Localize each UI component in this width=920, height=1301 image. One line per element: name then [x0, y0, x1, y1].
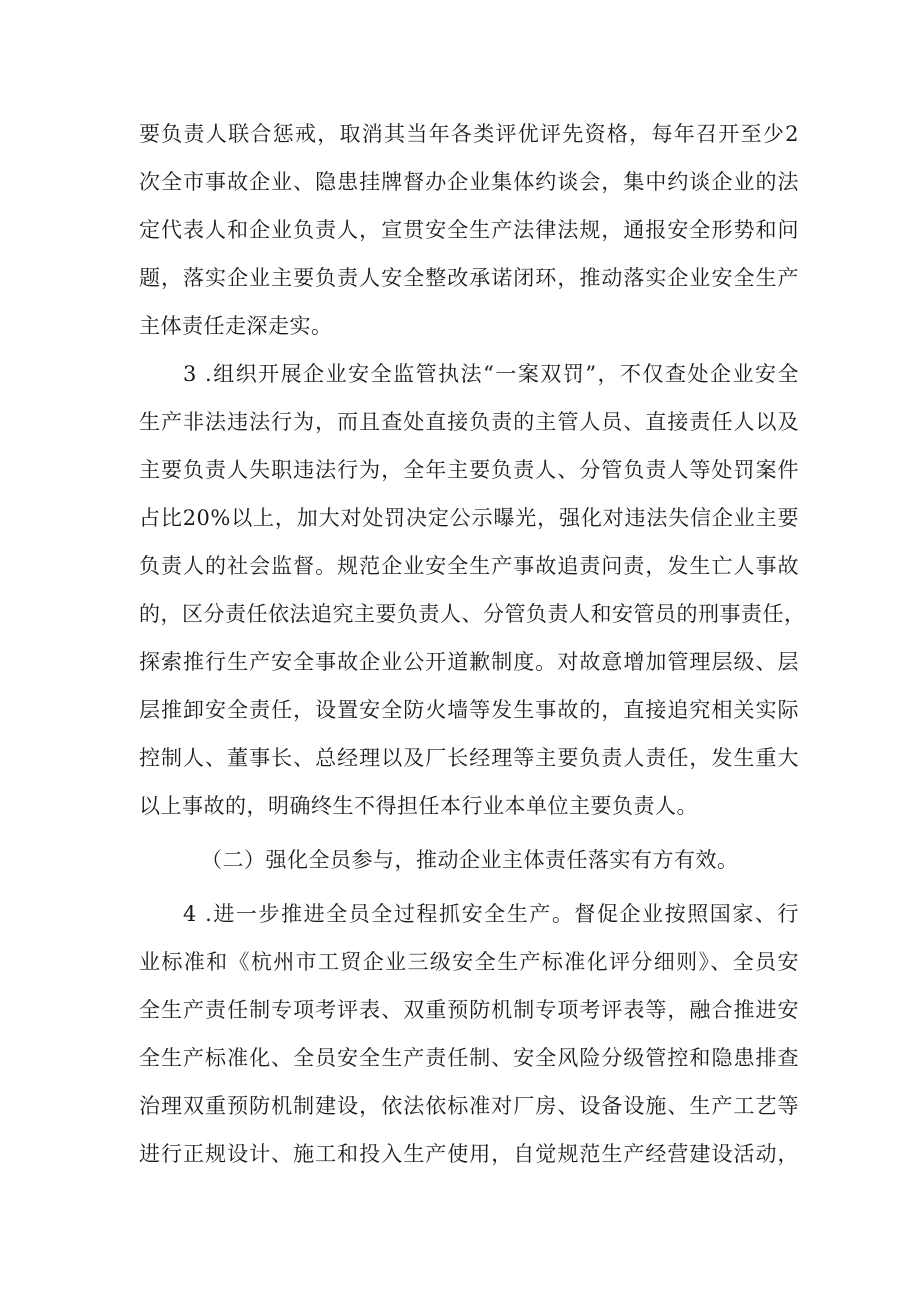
- text-line: 主要负责人失职违法行为，全年主要负责人、分管负责人等处罚案件: [139, 458, 799, 482]
- text-line: （二）强化全员参与，推动企业主体责任落实有方有效。: [201, 848, 739, 872]
- text-line: 治理双重预防机制建设，依法依标准对厂房、设备设施、生产工艺等: [139, 1094, 799, 1118]
- text-line: 控制人、董事长、总经理以及厂长经理等主要负责人责任，发生重大: [139, 746, 799, 770]
- text-line: 占比20%以上，加大对处罚决定公示曝光，强化对违法失信企业主要: [139, 506, 799, 530]
- text-line: 4 .进一步推进全员全过程抓安全生产。督促企业按照国家、行: [183, 902, 799, 926]
- text-line: 全生产责任制专项考评表、双重预防机制专项考评表等，融合推进安: [139, 998, 799, 1022]
- text-line: 生产非法违法行为，而且查处直接负责的主管人员、直接责任人以及: [139, 410, 799, 434]
- text-line: 3 .组织开展企业安全监管执法“一案双罚”，不仅查处企业安全: [183, 362, 799, 386]
- text-line: 以上事故的，明确终生不得担任本行业本单位主要负责人。: [139, 794, 698, 818]
- text-line: 的，区分责任依法追究主要负责人、分管负责人和安管员的刑事责任，: [139, 602, 806, 626]
- text-line: 题，落实企业主要负责人安全整改承诺闭环，推动落实企业安全生产: [139, 266, 799, 290]
- text-line: 业标准和《杭州市工贸企业三级安全生产标准化评分细则》、全员安: [139, 950, 799, 974]
- text-line: 次全市事故企业、隐患挂牌督办企业集体约谈会，集中约谈企业的法: [139, 170, 799, 194]
- text-line: 进行正规设计、施工和投入生产使用，自觉规范生产经营建设活动，: [139, 1142, 799, 1166]
- text-line: 要负责人联合惩戒，取消其当年各类评优评先资格，每年召开至少2: [139, 122, 799, 146]
- text-line: 定代表人和企业负责人，宣贯安全生产法律法规，通报安全形势和问: [139, 218, 799, 242]
- text-line: 主体责任走深走实。: [139, 314, 333, 338]
- text-line: 负责人的社会监督。规范企业安全生产事故追责问责，发生亡人事故: [139, 554, 799, 578]
- text-line: 层推卸安全责任，设置安全防火墙等发生事故的，直接追究相关实际: [139, 698, 799, 722]
- text-line: 探索推行生产安全事故企业公开道歉制度。对故意增加管理层级、层: [139, 650, 799, 674]
- text-line: 全生产标准化、全员安全生产责任制、安全风险分级管控和隐患排查: [139, 1046, 799, 1070]
